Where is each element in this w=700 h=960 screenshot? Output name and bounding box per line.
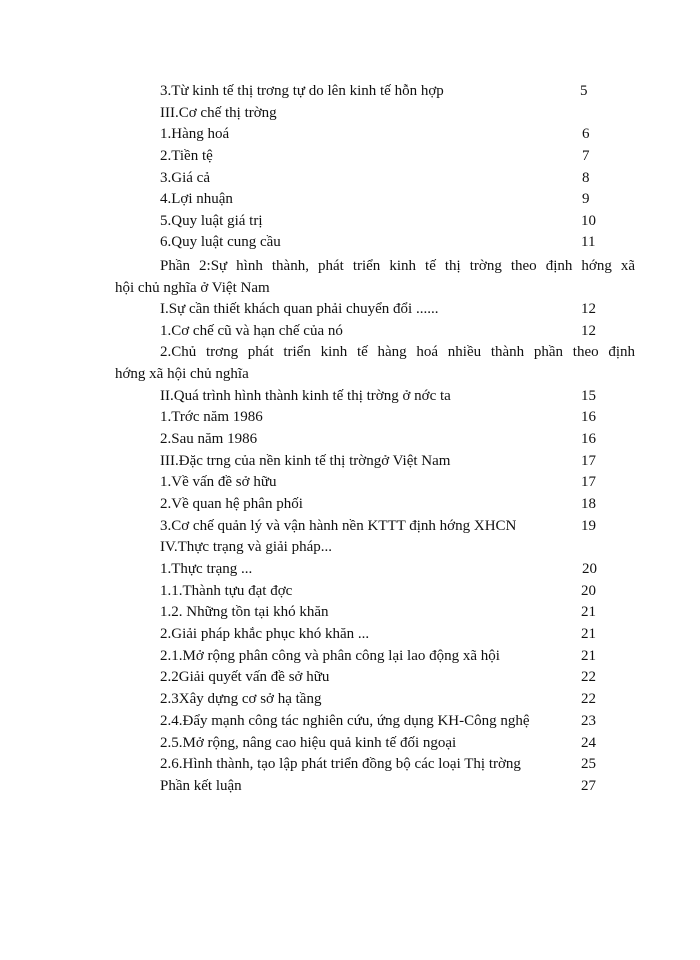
toc-entry-page: 23 [581,713,596,729]
toc-entry-title: I.Sự cần thiết khách quan phải chuyển đổi ...... [160,301,439,317]
toc-entry-title: 2.1.Mở rộng phân công và phân công lại lao động xã hội [160,648,500,664]
toc-entry-title: 2.Chủ trơng phát triển kinh tế hàng hoá nhiều thành phần theo định [160,344,635,360]
toc-entry [160,81,590,101]
toc-entry [160,321,596,341]
toc-entry [160,386,596,406]
toc-entry [160,602,596,622]
toc-entry-title: 1.Cơ chế cũ và hạn chế của nó [160,323,343,339]
toc-entry-title: 1.Hàng hoá [160,126,230,142]
toc-entry-page: 21 [581,626,596,642]
toc-entry-title: 3.Giá cả [160,170,210,186]
toc-entry-title: 1.2. Những tồn tại khó khăn [160,604,329,620]
toc-entry-page: 21 [581,604,596,620]
toc-entry-title: 5.Quy luật giá trị [160,213,263,229]
toc-entry-page: 9 [582,191,590,207]
toc-entry [160,689,596,709]
toc-entry-title: 1.1.Thành tựu đạt đợc [160,583,293,599]
toc-entry-page: 8 [582,170,590,186]
toc-entry-page: 7 [582,148,590,164]
toc-entry [160,559,597,579]
toc-entry-page: 18 [581,496,596,512]
toc-entry-page: 20 [582,561,597,577]
toc-entry [160,232,596,252]
toc-entry-title: 4.Lợi nhuận [160,191,233,207]
toc-entry [160,124,590,144]
toc-entry [160,667,596,687]
toc-entry [160,754,596,774]
toc-entry-title: Phần kết luận [160,778,242,794]
toc-entry [160,776,596,796]
toc-entry-page: 12 [581,301,596,317]
toc-entry-title: 2.Về quan hệ phân phối [160,496,303,512]
toc-entry [160,711,596,731]
toc-entry-page: 22 [581,669,596,685]
toc-entry [160,516,596,536]
toc-entry-page: 16 [581,409,596,425]
toc-entry-title: 2.Sau năm 1986 [160,431,258,447]
toc-entry-page: 20 [581,583,596,599]
toc-entry-page: 12 [581,323,596,339]
toc-entry-title: 2.Tiền tệ [160,148,213,164]
toc-entry-title: 2.4.Đẩy mạnh công tác nghiên cứu, ứng dụng KH-Công nghệ [160,713,530,729]
toc-entry-wrapped [115,256,635,299]
toc-entry [160,624,596,644]
toc-entry-title: III.Cơ chế thị trờng [160,105,277,121]
toc-entry [160,211,596,231]
toc-entry-title: 2.5.Mở rộng, nâng cao hiệu quả kinh tế đối ngoại [160,735,457,751]
toc-entry-title: 1.Về vấn đề sở hữu [160,474,277,490]
toc-entry [160,189,590,209]
toc-entry [160,581,596,601]
toc-entry-page: 27 [581,778,596,794]
toc-entry-page: 19 [581,518,596,534]
toc-entry [160,537,590,557]
toc-entry-page: 17 [581,453,596,469]
toc-entry-continuation: hớng xã hội chủ nghĩa [115,365,249,382]
toc-entry [160,472,596,492]
toc-entry-page: 24 [581,735,596,751]
toc-entry-title: 3.Cơ chế quản lý và vận hành nền KTTT định hớng XHCN [160,518,517,534]
toc-entry-title: 6.Quy luật cung cầu [160,234,281,250]
toc-entry-page: 10 [581,213,596,229]
toc-entry [160,103,590,123]
toc-entry-title: 2.2Giải quyết vấn đề sở hữu [160,669,330,685]
toc-entry-title: Phần 2:Sự hình thành, phát triển kinh tế thị trờng theo định hớng xã [160,258,635,274]
toc-entry-page: 15 [581,388,596,404]
toc-entry-title: 3.Từ kinh tế thị trơng tự do lên kinh tế hỗn hợp [160,83,444,99]
toc-entry-title: 2.6.Hình thành, tạo lập phát triển đồng bộ các loại Thị trờng [160,756,521,772]
toc-entry-page: 5 [580,83,588,99]
toc-entry-page: 11 [581,234,596,250]
toc-entry-page: 6 [582,126,590,142]
toc-entry [160,407,596,427]
toc-entry-page: 17 [581,474,596,490]
toc-entry [160,299,596,319]
toc-entry-continuation: hội chủ nghĩa ở Việt Nam [115,279,270,296]
toc-entry [160,733,596,753]
toc-entry-page: 25 [581,756,596,772]
toc-entry-page: 22 [581,691,596,707]
toc-entry [160,168,590,188]
toc-entry-title: 1.Trớc năm 1986 [160,409,263,425]
toc-entry-title: III.Đặc trng của nền kinh tế thị trờngở Việt Nam [160,453,451,469]
toc-entry-page: 21 [581,648,596,664]
toc-entry-title: IV.Thực trạng và giải pháp... [160,539,332,555]
toc-entry [160,146,590,166]
toc-entry [160,429,596,449]
toc-entry-page: 16 [581,431,596,447]
toc-entry-wrapped [115,342,635,385]
toc-entry [160,646,596,666]
toc-entry-title: 1.Thực trạng ... [160,561,253,577]
toc-entry-title: II.Quá trình hình thành kinh tế thị trờng ở nớc ta [160,388,451,404]
toc-entry-title: 2.3Xây dựng cơ sở hạ tầng [160,691,322,707]
toc-entry-title: 2.Giải pháp khắc phục khó khăn ... [160,626,370,642]
toc-entry [160,494,596,514]
toc-entry [160,451,596,471]
